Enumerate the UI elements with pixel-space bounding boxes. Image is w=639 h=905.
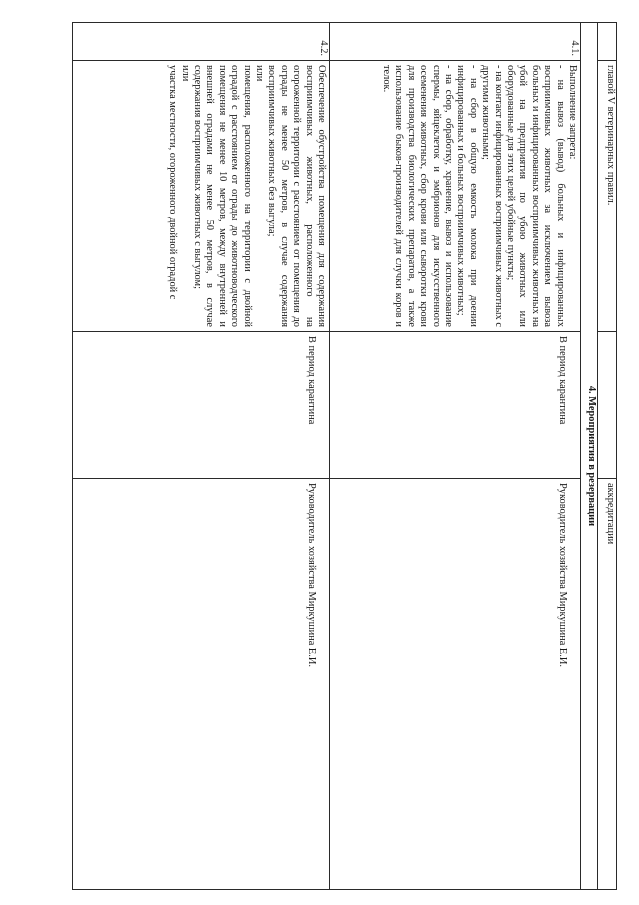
cell-measure-tail: главой V ветеринарных правил. [598, 61, 617, 332]
cell-responsible [330, 479, 581, 890]
cell-period-empty [598, 332, 617, 479]
measure-line: - на сбор в общую емкость молока при доении инфицированных и больных восприимчивых животных; [455, 65, 479, 327]
measure-line: - на вывоз (вывод) больных и инфицированных восприимчивых животных за исключением вывоза больных и инфицированных восприимчивых животных на убой на предприятия по убою животных или оборудованные для этих целей убойные пункты; [504, 65, 566, 327]
cell-number-empty [598, 23, 617, 61]
period-text: В период карантина [306, 336, 317, 425]
measure-line: - на сбор, обработку, хранение, вывоз и использование спермы, яйцеклеток и эмбрионов для искусственного осеменения животных, сбор крови или сыворотки крови для производства биологических препаратов, а также использование быков-производителей для случки коров и телок. [380, 65, 454, 327]
table-row [330, 23, 581, 890]
cell-period [330, 332, 581, 479]
cell-measure [73, 61, 330, 332]
cell-responsible [73, 479, 330, 890]
period-text: В период карантина [557, 336, 568, 425]
responsible-text: Руководитель хозяйства Миркушина Е.И. [557, 483, 568, 667]
section-title: 4. Мероприятия в резервации [581, 23, 598, 890]
measure-line: или [179, 65, 191, 82]
table-row-continued [598, 23, 617, 890]
table-row [73, 23, 330, 890]
responsible-text: Руководитель хозяйства Миркушина Е.И. [306, 483, 317, 667]
measures-table [72, 22, 617, 890]
measure-line: или [253, 65, 265, 82]
measure-line: Обеспечение обустройства помещения для содержания восприимчивых животных, расположенного на огороженной территории с расстоянием от помещения до ограды не менее 50 метров, в случае содержания восприимчивых животных без выгула; [266, 65, 327, 327]
section-heading-row [581, 23, 598, 890]
measure-line: участка местности, огороженного двойной оградой с [167, 65, 179, 300]
cell-period [73, 332, 330, 479]
cell-responsible-tail: аккредитации [598, 479, 617, 890]
row-number: 4.1. [330, 23, 581, 61]
row-number: 4.2. [73, 23, 330, 61]
cell-measure [330, 61, 581, 332]
measure-line: - на контакт инфицированных восприимчивых животных с другими животными; [480, 65, 504, 327]
measure-line: помещения, расположенного на территории с двойной оградой с расстоянием от ограды до животноводческого помещения не менее 10 метров, между внутренней и внешней оградами не менее 50 метров, в случае содержания восприимчивых животных с выгулом; [191, 65, 253, 327]
measure-line: Выполнение запрета: [567, 65, 578, 160]
